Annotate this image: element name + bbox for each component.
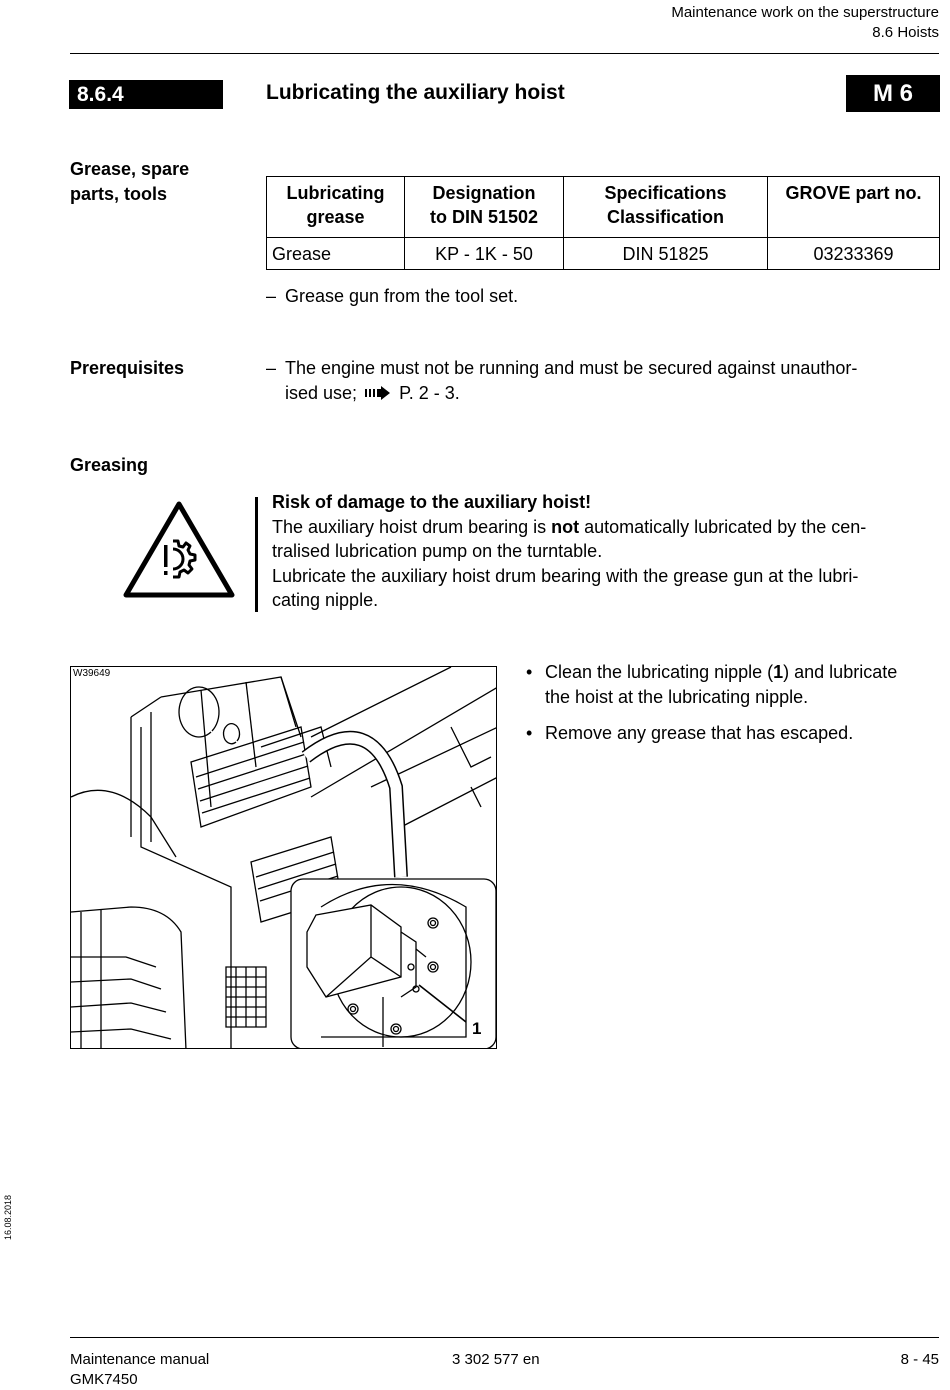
column-header-designation: Designation to DIN 51502 (405, 177, 564, 238)
table-row (267, 238, 940, 270)
materials-label: Grease, spare parts, tools (70, 159, 190, 204)
page-title: Lubricating the auxiliary hoist (266, 81, 565, 104)
greasing-label: Greasing (70, 455, 149, 475)
column-header-specifications: Specifications Classification (564, 177, 768, 238)
auxiliary-hoist-illustration (70, 666, 497, 1049)
tools-note: – Grease gun from the tool set. (266, 284, 940, 309)
warning-text: Risk of damage to the auxiliary hoist! The auxiliary hoist drum bearing is not automatically lubricated by the cen- tralised lubrication pump on the turntable. Lubricate the auxiliary hoist drum bearing with the grease gun at the lubri- cating nipple. (272, 490, 940, 613)
footer-document-number: 3 302 577 en (452, 1351, 540, 1368)
column-header-lubricating-grease: Lubricating grease (267, 177, 405, 238)
table-cell: 03233369 (768, 238, 940, 270)
list-item: • Clean the lubricating nipple (1) and lubricate the hoist at the lubricating nipple. (526, 662, 898, 707)
table-cell: KP - 1K - 50 (405, 238, 564, 270)
prerequisites-label: Prerequisites (70, 358, 185, 378)
maintenance-interval-badge: M 6 (846, 75, 940, 112)
footer-manual: Maintenance manual GMK7450 (70, 1351, 210, 1388)
footer-page-number: 8 - 45 (900, 1351, 939, 1368)
figure-id: W39649 (73, 668, 111, 679)
warning-side-bar (255, 497, 258, 612)
list-item: • Remove any grease that has escaped. (526, 721, 940, 746)
revision-date: 16.08.2018 (3, 1194, 13, 1240)
grease-spec-table (266, 176, 940, 270)
footer-rule (70, 1337, 939, 1338)
header-rule (70, 53, 939, 54)
cross-reference-arrow-icon (364, 386, 392, 400)
page-reference-link[interactable]: P. 2 - 3. (399, 382, 460, 403)
prerequisite-item: – The engine must not be running and must be secured against unauthor- ised use; P. 2 - 3. (266, 358, 858, 403)
dash-marker: – (266, 358, 277, 378)
section-number: 8.6.4 (69, 80, 223, 109)
table-header-row (267, 177, 940, 238)
table-cell: DIN 51825 (564, 238, 768, 270)
dash-marker: – (266, 286, 277, 306)
column-header-grove-part-no: GROVE part no. (768, 177, 940, 238)
running-header-chapter: Maintenance work on the superstructure (671, 4, 939, 21)
running-header-section: 8.6 Hoists (872, 24, 939, 41)
machine-damage-warning-icon (122, 499, 236, 599)
callout-label: 1 (472, 1019, 482, 1038)
table-cell: Grease (267, 238, 405, 270)
hoist-drawing (71, 667, 497, 1049)
bullet-marker: • (526, 723, 533, 743)
warning-title: Risk of damage to the auxiliary hoist! (272, 492, 592, 512)
bullet-marker: • (526, 662, 533, 682)
